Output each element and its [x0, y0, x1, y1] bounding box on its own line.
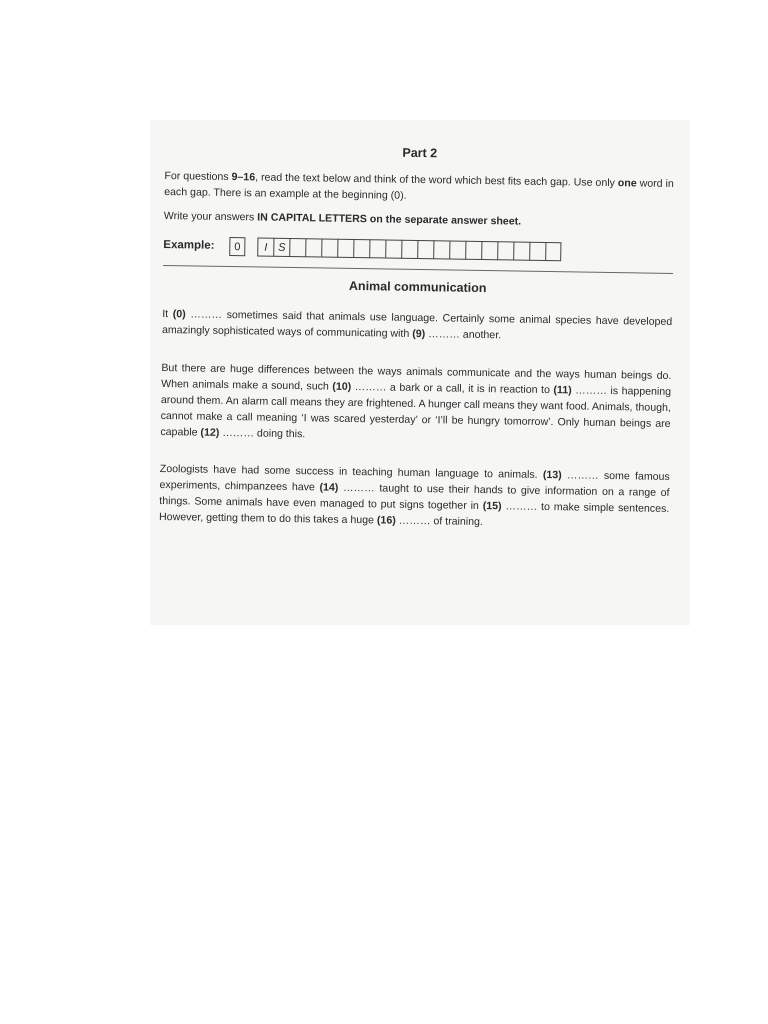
gap-13: (13)	[542, 469, 562, 482]
gap-10: (10)	[332, 380, 352, 393]
gap-12: (12)	[200, 426, 220, 439]
answer-cell	[337, 239, 353, 258]
answer-cell	[513, 242, 529, 261]
answer-cell	[305, 239, 321, 258]
answer-cell	[385, 240, 401, 259]
answer-cell	[545, 242, 561, 261]
answer-cell	[465, 241, 481, 260]
gap-11: (11)	[553, 383, 572, 397]
answer-cell	[417, 240, 433, 259]
answer-cell	[321, 239, 337, 258]
example-row	[163, 236, 673, 263]
instructions-line-1: For questions 9–16, read the text below and think of the word which best fits each gap. Use only one word in each gap. There is an example at the beginning (0).	[164, 169, 674, 202]
part-title: Part 2	[402, 145, 438, 161]
answer-cell	[433, 241, 449, 260]
gap-15: (15)	[482, 500, 502, 513]
example-answer-grid	[257, 238, 561, 262]
answer-cell	[353, 239, 369, 258]
example-number-box: 0	[229, 237, 245, 256]
answer-cell	[289, 238, 305, 257]
gap-16: (16)	[376, 514, 396, 527]
gap-9: (9)	[412, 327, 426, 341]
answer-cell	[497, 242, 513, 261]
divider	[163, 265, 673, 274]
answer-cell: S	[273, 238, 289, 257]
text-title: Animal communication	[348, 279, 487, 296]
answer-cell	[449, 241, 465, 260]
exam-sheet	[159, 140, 675, 556]
paragraph-1: It (0) ……… sometimes said that animals use language. Certainly some animal species have developed amazingly sophisticated ways of communicating with (9) ……… another.	[161, 308, 673, 342]
answer-cell	[401, 240, 417, 259]
gap-0: (0)	[172, 308, 186, 321]
instructions-line-2: Write your answers IN CAPITAL LETTERS on the separate answer sheet.	[163, 209, 522, 228]
answer-cell: I	[257, 238, 273, 257]
answer-cell	[529, 242, 545, 261]
example-label: Example:	[163, 239, 215, 253]
answer-cell	[481, 241, 497, 260]
gap-14: (14)	[319, 481, 339, 495]
paragraph-3: Zoologists have had some success in teaching human language to animals. (13) ……… some famous experiments, chimpanzees have (14) ……… taught to use their hands to give information on a range of things. Some animals have even managed to put signs together in (15) ……… to make simple sentences. However, getting them to do this takes a huge (16) ……… of training.	[158, 463, 670, 529]
answer-cell	[369, 240, 385, 259]
paragraph-2: But there are huge differences between the ways animals communicate and the ways human beings do. When animals make a sound, such (10) ……… a bark or a call, it is in reaction to (11) ……… is happening around them. An alarm call means they are frightened. A hunger call means they want food. Animals, though, cannot make a call meaning ‘I was scared yesterday’ or ‘I’ll be hungry tomorrow’. Only human beings are capable (12) ……… doing this.	[160, 361, 672, 440]
